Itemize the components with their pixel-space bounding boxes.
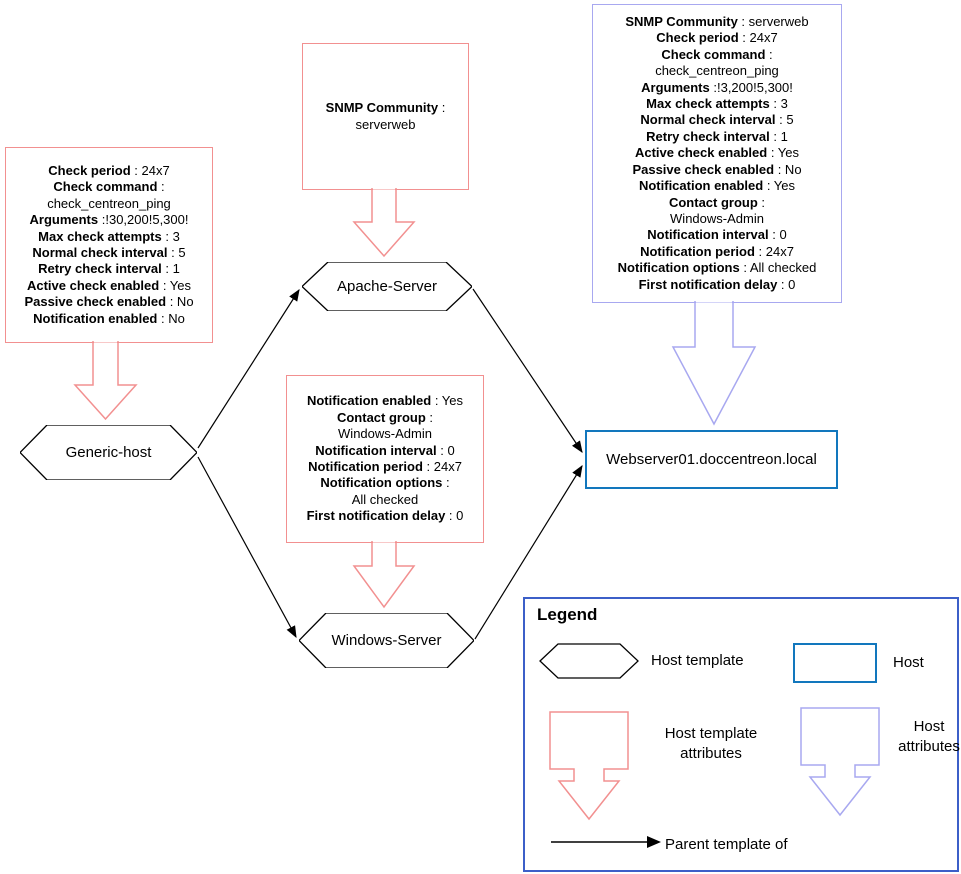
template-attributes-arrow-generic: [75, 341, 136, 419]
legend-host-attributes-label: Host attributes: [898, 718, 960, 755]
attribute-line: SNMP Community :: [325, 100, 446, 116]
attribute-line: Notification options : All checked: [617, 260, 817, 276]
node-label: Apache-Server: [336, 278, 438, 295]
generic-host-template-attributes-box: [5, 147, 213, 343]
attribute-line: Notification period : 24x7: [308, 459, 462, 474]
apache-template-attributes-box: [302, 43, 469, 190]
attribute-line: Normal check interval : 5: [640, 112, 794, 128]
attribute-line: Check period : 24x7: [656, 30, 778, 46]
legend-host-glyph: [793, 643, 877, 683]
template-attributes-arrow-windows: [354, 541, 414, 607]
host-template-node-apache-server: [302, 262, 472, 311]
attribute-line: Notification period : 24x7: [640, 243, 794, 259]
windows-template-attributes-box: [286, 375, 484, 543]
attribute-line: check_centreon_ping: [47, 195, 171, 211]
attribute-line: Notification interval : 0: [315, 442, 455, 458]
attribute-line: Retry check interval : 1: [38, 261, 180, 277]
attribute-line: Active check enabled : Yes: [26, 277, 192, 293]
node-label: Webserver01.doccentreon.local: [606, 451, 817, 468]
attribute-line: Arguments :!3,200!5,300!: [641, 79, 793, 95]
attribute-line: Active check enabled : Yes: [634, 145, 800, 161]
attribute-line: Passive check enabled : No: [24, 294, 194, 310]
host-attributes-arrow-webserver: [673, 301, 755, 424]
attribute-line: Arguments :!30,200!5,300!: [29, 212, 189, 228]
attribute-line: Windows-Admin: [338, 426, 432, 442]
host-attributes-box: [592, 4, 842, 303]
attribute-line: All checked: [351, 491, 419, 507]
host-template-node-windows-server: [299, 613, 474, 668]
legend-title: Legend: [537, 605, 598, 624]
legend-host-template-label: Host template: [651, 652, 744, 669]
host-node-webserver01: [585, 430, 838, 489]
legend-host-template-attributes-label: Host template attributes: [664, 725, 758, 762]
attribute-line: Notification enabled : No: [33, 310, 185, 326]
legend: [523, 597, 959, 872]
attribute-line: Check period : 24x7: [48, 162, 170, 178]
attribute-line: Notification enabled : Yes: [638, 178, 796, 194]
node-label: Windows-Server: [331, 632, 442, 649]
attribute-line: Windows-Admin: [670, 210, 764, 226]
connector-generic-to-windows: [198, 457, 296, 637]
attribute-line: check_centreon_ping: [655, 63, 779, 79]
attribute-line: Check command :: [661, 46, 773, 62]
attribute-line: Max check attempts : 3: [38, 228, 180, 244]
attribute-line: Notification enabled : Yes: [306, 393, 464, 409]
attribute-line: Retry check interval : 1: [646, 128, 788, 144]
attribute-line: First notification delay : 0: [306, 508, 464, 524]
legend-host-template-glyph: [539, 643, 639, 684]
attribute-line: Max check attempts : 3: [646, 96, 788, 112]
legend-host-attributes-glyph: [800, 707, 880, 822]
attribute-line: First notification delay : 0: [638, 276, 796, 292]
connector-apache-to-webserver: [473, 289, 582, 452]
legend-host-template-attributes-glyph: [549, 711, 629, 826]
attribute-line: Contact group :: [668, 194, 766, 210]
connector-generic-to-apache: [198, 290, 299, 448]
attribute-line: Notification options :: [320, 475, 450, 491]
legend-host-label: Host: [893, 654, 924, 671]
attribute-line: SNMP Community : serverweb: [625, 14, 809, 30]
attribute-line: Contact group :: [336, 409, 434, 425]
node-label: Generic-host: [65, 444, 152, 461]
attribute-line: serverweb: [355, 116, 416, 132]
legend-parent-template-label: Parent template of: [665, 836, 788, 853]
attribute-line: Normal check interval : 5: [32, 245, 186, 260]
host-template-node-generic-host: [20, 425, 197, 480]
template-attributes-arrow-apache: [354, 188, 414, 256]
attribute-line: Passive check enabled : No: [632, 161, 802, 177]
legend-parent-template-arrow-glyph: [551, 835, 661, 854]
attribute-line: Notification interval : 0: [647, 227, 787, 243]
attribute-line: Check command :: [53, 179, 165, 195]
